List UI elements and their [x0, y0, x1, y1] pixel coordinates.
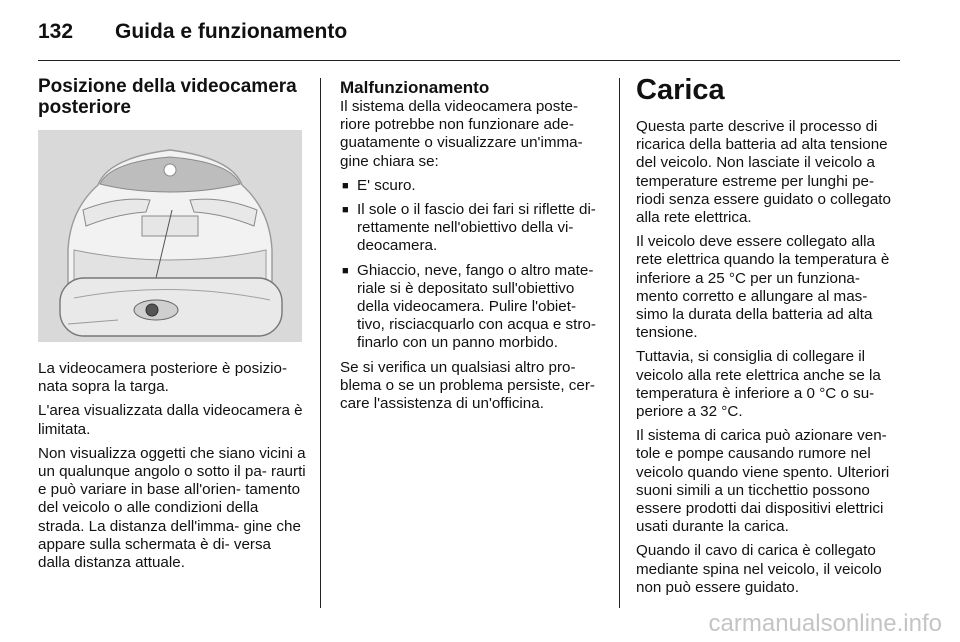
left-paragraph-3: Non visualizza oggetti che siano vicini a un qualunque angolo o sotto il pa- raurti e può variare in base all'orien- tamento del veicolo o alle condizioni della strada. La distanza dell'imma- gine che appare sulla schermata è di- versa dalla distanza attuale.: [38, 444, 306, 572]
malfunction-heading: Malfunzionamento: [340, 78, 490, 97]
middle-column: [340, 76, 606, 419]
section-title: Guida e funzionamento: [115, 20, 348, 43]
page-number: 132: [38, 20, 74, 43]
rear-camera-position-heading: Posizione della videocamera posteriore: [38, 76, 297, 118]
malfunction-outro: Se si verifica un qualsiasi altro pro- blema o se un problema persiste, cer- care l'assistenza di un'officina.: [340, 358, 595, 413]
left-paragraph-1: La videocamera posteriore è posizio- nata sopra la targa.: [38, 360, 288, 396]
header-rule: [38, 60, 900, 61]
column-divider-2: [619, 78, 620, 608]
list-item: ■ E' scuro.: [340, 177, 606, 195]
watermark: carmanualsonline.info: [708, 610, 942, 637]
column-divider-1: [320, 78, 321, 608]
malfunction-list: [340, 177, 606, 353]
right-paragraph-3: Tuttavia, si consiglia di collegare il veicolo alla rete elettrica anche se la temperatura è inferiore a 0 °C o su- periore a 32 °C.: [636, 348, 881, 421]
right-paragraph-1: Questa parte descrive il processo di ricarica della batteria ad alta tensione del veicolo. Non lasciate il veicolo a temperature estreme per lunghi pe- riodi senza essere guidato o collegato alla rete elettrica.: [636, 118, 891, 227]
right-paragraph-5: Quando il cavo di carica è collegato mediante spina nel veicolo, il veicolo non può essere guidato.: [636, 542, 882, 596]
left-column: [38, 76, 306, 578]
right-paragraph-2: Il veicolo deve essere collegato alla rete elettrica quando la temperatura è inferiore a 25 °C per un funziona- mento corretto e allungare al mas- simo la durata della batteria ad alta tensione.: [636, 233, 890, 342]
list-item: ■ Il sole o il fascio dei fari si riflette di- rettamente nell'obiettivo della vi- deocamera.: [340, 201, 606, 256]
charging-heading: Carica: [636, 74, 725, 106]
right-column: [636, 76, 902, 603]
right-paragraph-4: Il sistema di carica può azionare ven- tole e pompe causando rumore nel veicolo quando viene spento. Ulteriori suoni simili a un ticchettio possono essere prodotti dai dispositivi elettrici usati durante la carica.: [636, 427, 890, 536]
rear-camera-illustration: [38, 130, 302, 342]
list-item: ■ Ghiaccio, neve, fango o altro mate- riale si è depositato sull'obiettivo della videocamera. Pulire l'obiet- tivo, risciacquarlo con acqua e stro- finarlo con un panno morbido.: [340, 262, 606, 353]
malfunction-intro: Il sistema della videocamera poste- riore potrebbe non funzionare ade- guatamente o visualizzare un'imma- gine chiara se:: [340, 98, 583, 170]
left-paragraph-2: L'area visualizzata dalla videocamera è limitata.: [38, 402, 303, 438]
